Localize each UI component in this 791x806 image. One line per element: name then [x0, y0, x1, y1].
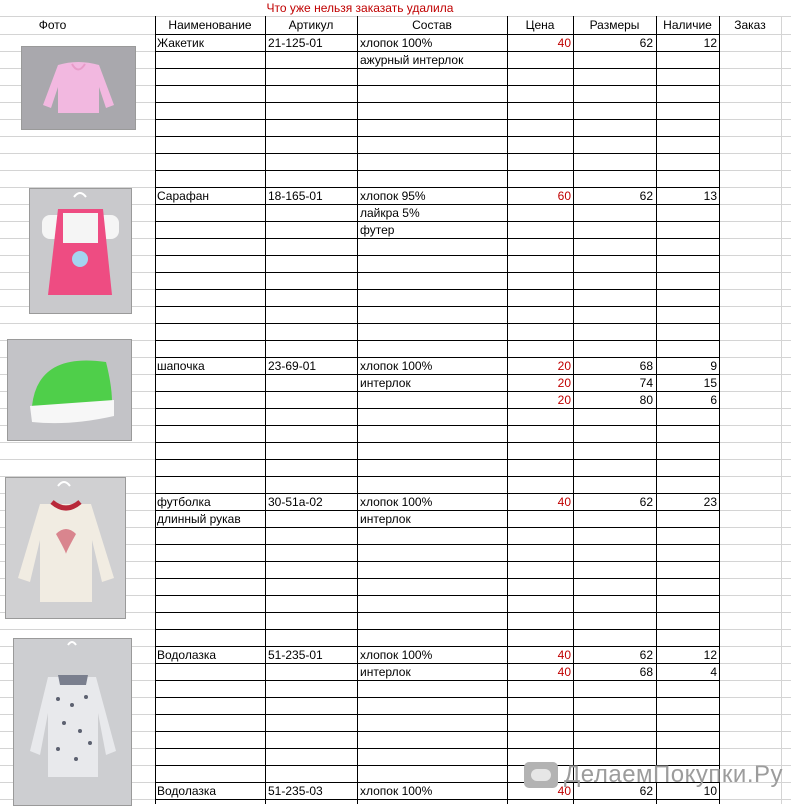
product-name[interactable]: Водолазка: [157, 784, 217, 798]
product-stock[interactable]: 12: [703, 36, 717, 50]
product-size[interactable]: 68: [639, 359, 653, 373]
product-price[interactable]: 20: [557, 393, 571, 407]
product-price[interactable]: 40: [557, 784, 571, 798]
product-article[interactable]: 23-69-01: [268, 359, 317, 373]
product-size[interactable]: 68: [639, 665, 653, 679]
chat-bubble-icon: [524, 762, 558, 788]
product-size[interactable]: 80: [639, 393, 653, 407]
product-composition[interactable]: интерлок: [360, 665, 411, 679]
turtleneck-photo: [13, 638, 132, 806]
product-composition[interactable]: интерлок: [360, 376, 411, 390]
product-stock[interactable]: 9: [710, 359, 717, 373]
product-price[interactable]: 40: [557, 665, 571, 679]
product-size[interactable]: 62: [639, 648, 653, 662]
header-article[interactable]: Артикул: [288, 18, 334, 32]
product-name[interactable]: Водолазка: [157, 648, 217, 662]
product-size[interactable]: 62: [639, 495, 653, 509]
product-composition[interactable]: лайкра 5%: [360, 206, 420, 220]
product-composition[interactable]: хлопок 100%: [360, 495, 433, 509]
watermark-text: ДелаемПокупки.Ру: [564, 761, 783, 788]
header-photo[interactable]: Фото: [38, 18, 67, 32]
product-size[interactable]: 74: [639, 376, 653, 390]
product-price[interactable]: 20: [557, 359, 571, 373]
product-size[interactable]: 62: [639, 189, 653, 203]
sarafan-photo: [29, 188, 132, 314]
header-order[interactable]: Заказ: [734, 18, 766, 32]
jacket-photo: [21, 46, 136, 130]
product-size[interactable]: 62: [639, 784, 653, 798]
product-size[interactable]: 62: [639, 36, 653, 50]
header-composition[interactable]: Состав: [412, 18, 452, 32]
sheet-note: Что уже нельзя заказать удалила: [266, 1, 454, 15]
product-composition[interactable]: интерлок: [360, 512, 411, 526]
product-stock[interactable]: 10: [703, 784, 717, 798]
hat-photo: [7, 339, 132, 441]
header-sizes[interactable]: Размеры: [589, 18, 640, 32]
product-price[interactable]: 20: [557, 376, 571, 390]
product-stock[interactable]: 23: [703, 495, 717, 509]
product-composition[interactable]: хлопок 100%: [360, 784, 433, 798]
product-article[interactable]: 18-165-01: [268, 189, 323, 203]
watermark: [524, 760, 783, 790]
header-name[interactable]: Наименование: [168, 18, 252, 32]
product-price[interactable]: 40: [557, 495, 571, 509]
tshirt-photo: [5, 477, 126, 619]
header-price[interactable]: Цена: [525, 18, 555, 32]
product-name[interactable]: длинный рукав: [157, 512, 241, 526]
product-name[interactable]: футболка: [157, 495, 211, 509]
product-price[interactable]: 40: [557, 648, 571, 662]
product-stock[interactable]: 4: [710, 665, 717, 679]
product-article[interactable]: 30-51а-02: [268, 495, 323, 509]
product-composition[interactable]: футер: [360, 223, 395, 237]
product-stock[interactable]: 13: [703, 189, 717, 203]
product-name[interactable]: шапочка: [157, 359, 205, 373]
product-composition[interactable]: хлопок 100%: [360, 648, 433, 662]
product-article[interactable]: 51-235-01: [268, 648, 323, 662]
product-price[interactable]: 60: [557, 189, 571, 203]
product-name[interactable]: Жакетик: [157, 36, 204, 50]
product-composition[interactable]: хлопок 100%: [360, 36, 433, 50]
product-name[interactable]: Сарафан: [157, 189, 209, 203]
product-composition[interactable]: ажурный интерлок: [360, 53, 464, 67]
product-article[interactable]: 51-235-03: [268, 784, 323, 798]
product-composition[interactable]: хлопок 100%: [360, 359, 433, 373]
product-price[interactable]: 40: [557, 36, 571, 50]
product-composition[interactable]: хлопок 95%: [360, 189, 426, 203]
product-article[interactable]: 21-125-01: [268, 36, 323, 50]
product-stock[interactable]: 15: [703, 376, 717, 390]
header-stock[interactable]: Наличие: [663, 18, 712, 32]
product-stock[interactable]: 12: [703, 648, 717, 662]
product-stock[interactable]: 6: [710, 393, 717, 407]
